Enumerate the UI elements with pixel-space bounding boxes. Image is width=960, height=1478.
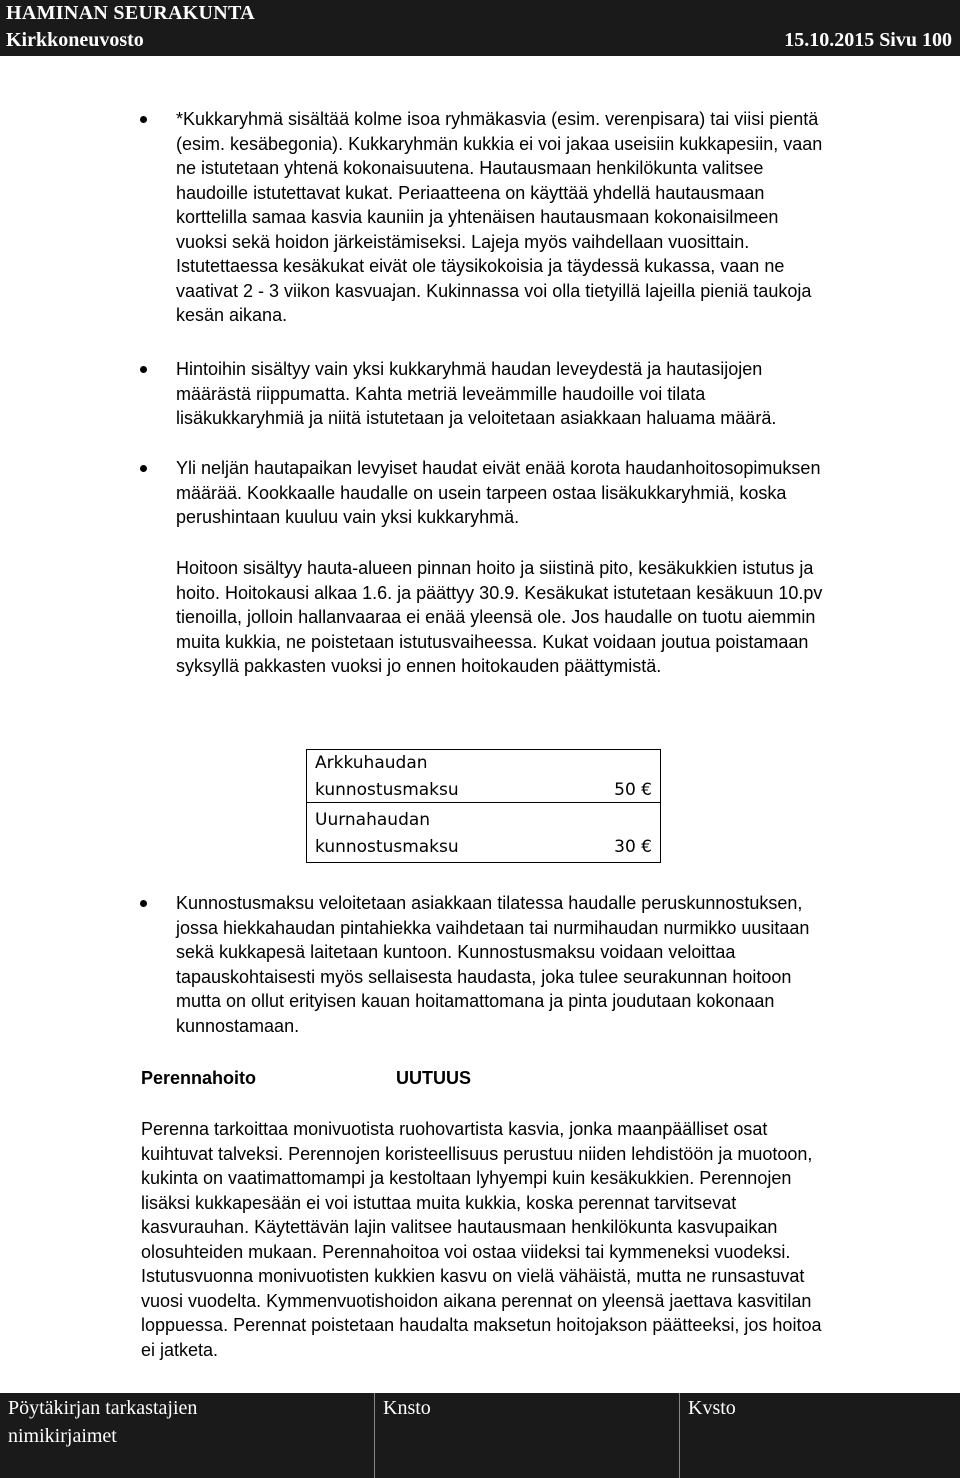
text-line: Istutettaessa kesäkukat eivät ole täysikokoisia ja täydessä kukassa, vaan ne (176, 256, 785, 276)
date-page-number: 15.10.2015 Sivu 100 (784, 29, 952, 51)
body-name: Kirkkoneuvosto (6, 29, 144, 51)
text-line: syksyllä pakkasten vuoksi jo ennen hoitokauden päättymistä. (176, 656, 662, 676)
text-line: (esim. kesäbegonia). Kukkaryhmän kukkia ei voi jakaa useisiin kukkapesiin, vaan (176, 133, 823, 154)
text-line: kasvurauhan. Käytettävän lajin valitsee hautausmaan henkilökunta kasvupaikan (141, 1217, 778, 1237)
text-line: olosuhteiden mukaan. Perennahoitoa voi ostaa viideksi tai kymmeneksi vuodeksi. (141, 1241, 791, 1262)
text-line: kesän aikana. (176, 305, 288, 325)
bullet-marker (140, 465, 147, 472)
text-line: loppuessa. Perennat poistetaan haudalta maksetun hoitojakson päätteeksi, jos hoitoa (141, 1315, 822, 1335)
text-line: *Kukkaryhmä sisältää kolme isoa ryhmäkasvia (esim. verenpisara) tai viisi pientä (176, 109, 819, 129)
price-label: Uurnahaudan (315, 810, 431, 830)
footer-cell-reviewers (0, 1393, 375, 1478)
footer-knsto-label: Knsto (383, 1397, 431, 1419)
text-line: vuosi vuodelta. Kymmenvuotishoidon aikana perennat on yleensä jaettava kasvitilan (141, 1290, 812, 1311)
bullet-marker (140, 900, 147, 907)
new-badge: UUTUUS (396, 1068, 471, 1088)
text-line: haudoille istutettavat kukat. Periaatteena on käyttää yhdellä hautausmaan (176, 182, 765, 203)
care-paragraph (176, 556, 822, 679)
text-line: määrää. Kookkaalle haudalle on usein tarpeen ostaa lisäkukkaryhmiä, koska (176, 482, 787, 503)
text-line: lisäkukkaryhmiä ja niitä istutetaan ja veloitetaan asiakkaan haluama määrä. (176, 408, 777, 428)
footer-initials-label: nimikirjaimet (8, 1425, 117, 1447)
bullet-paragraph-restoration (176, 891, 809, 1038)
text-line: vuoksi sekä hoidon järkeistämiseksi. Lajeja myös vaihdellaan vuosittain. (176, 231, 750, 252)
text-line: määrästä riippumatta. Kahta metriä leveämmille haudoille voi tilata (176, 383, 706, 404)
text-line: ei jatketa. (141, 1339, 219, 1360)
text-line: lisäksi kukkapesään ei voi istuttaa muita kukkia, koska perennat tarvitsevat (141, 1192, 737, 1213)
text-line: hoito. Hoitokausi alkaa 1.6. ja päättyy 30.9. Kesäkukat istutetaan kesäkuun 10.pv (176, 582, 823, 603)
price-amount: 30 € (614, 837, 652, 857)
price-label: kunnostusmaksu (315, 780, 459, 800)
text-line: tapauskohtaisesti myös sellaisesta haudasta, joka tulee seurakunnan hoitoon (176, 966, 792, 987)
price-label: kunnostusmaksu (315, 837, 459, 857)
bullet-paragraph-pricing (176, 357, 776, 431)
text-line: kuihtuvat talveksi. Perennojen koristeellisuus perustuu niiden lehdistöön ja muotoon, (141, 1143, 813, 1164)
text-line: kunnostamaan. (176, 1015, 300, 1036)
text-line: sekä kukkapesä laitetaan kuntoon. Kunnostusmaksu voidaan veloittaa (176, 942, 736, 962)
text-line: Hintoihin sisältyy vain yksi kukkaryhmä haudan leveydestä ja hautasijojen (176, 359, 763, 379)
text-line: Perenna tarkoittaa monivuotista ruohovartista kasvia, jonka maanpäälliset osat (141, 1119, 768, 1139)
text-line: Istutusvuonna monivuotisten kukkien kasvu on vielä vähäistä, mutta ne runsastuvat (141, 1266, 805, 1286)
price-row-coffin (307, 752, 660, 806)
price-label: Arkkuhaudan (315, 753, 428, 773)
text-line: mutta on ollut erityisen kauan hoitamattomana ja pinta joudutaan kokonaan (176, 991, 775, 1011)
text-line: tienoilla, jolloin hallanvaaraa ei enää yleensä ole. Jos haudalle on tuotu aiemmin (176, 607, 816, 627)
price-amount: 50 € (614, 780, 652, 800)
bullet-marker (140, 116, 147, 123)
table-divider (307, 802, 660, 803)
organization-name: HAMINAN SEURAKUNTA (6, 2, 255, 24)
bullet-paragraph-flowers (176, 107, 822, 328)
footer-reviewers-label: Pöytäkirjan tarkastajien (8, 1397, 198, 1419)
text-line: kukinta on vaatimattomampi ja kestoltaan lyhyempi kuin kesäkukkien. Perennojen (141, 1168, 792, 1188)
bullet-marker (140, 366, 147, 373)
text-line: perushintaan kuuluu vain yksi kukkaryhmä. (176, 507, 520, 527)
text-line: Hoitoon sisältyy hauta-alueen pinnan hoito ja siistinä pito, kesäkukkien istutus ja (176, 558, 814, 578)
text-line: muita kukkia, ne poistetaan istutusvaiheessa. Kukat voidaan joutua poistamaan (176, 631, 809, 652)
page-header (0, 0, 960, 56)
page-footer (0, 1393, 960, 1478)
price-table (306, 749, 661, 863)
text-line: korttelilla samaa kasvia kauniin ja yhtenäisen hautausmaan kokonaisilmeen (176, 207, 779, 227)
text-line: jossa hiekkahaudan pintahiekka vaihdetaan tai nurmihaudan nurmikko uusitaan (176, 917, 810, 938)
footer-cell-knsto (375, 1393, 680, 1478)
bullet-paragraph-large-graves (176, 456, 820, 530)
text-line: ne istutetaan yhtenä kokonaisuutena. Hautausmaan henkilökunta valitsee (176, 158, 764, 178)
text-line: vaativat 2 - 3 viikon kasvuajan. Kukinnassa voi olla tietyillä lajeilla pieniä taukoja (176, 280, 812, 301)
perennial-paragraph (141, 1117, 821, 1362)
section-heading: Perennahoito (141, 1068, 257, 1088)
text-line: Kunnostusmaksu veloitetaan asiakkaan tilatessa haudalle peruskunnostuksen, (176, 893, 803, 913)
price-row-urn (307, 810, 660, 864)
text-line: Yli neljän hautapaikan levyiset haudat eivät enää korota haudanhoitosopimuksen (176, 458, 821, 478)
footer-cell-kvsto (680, 1393, 959, 1478)
footer-kvsto-label: Kvsto (688, 1397, 736, 1419)
